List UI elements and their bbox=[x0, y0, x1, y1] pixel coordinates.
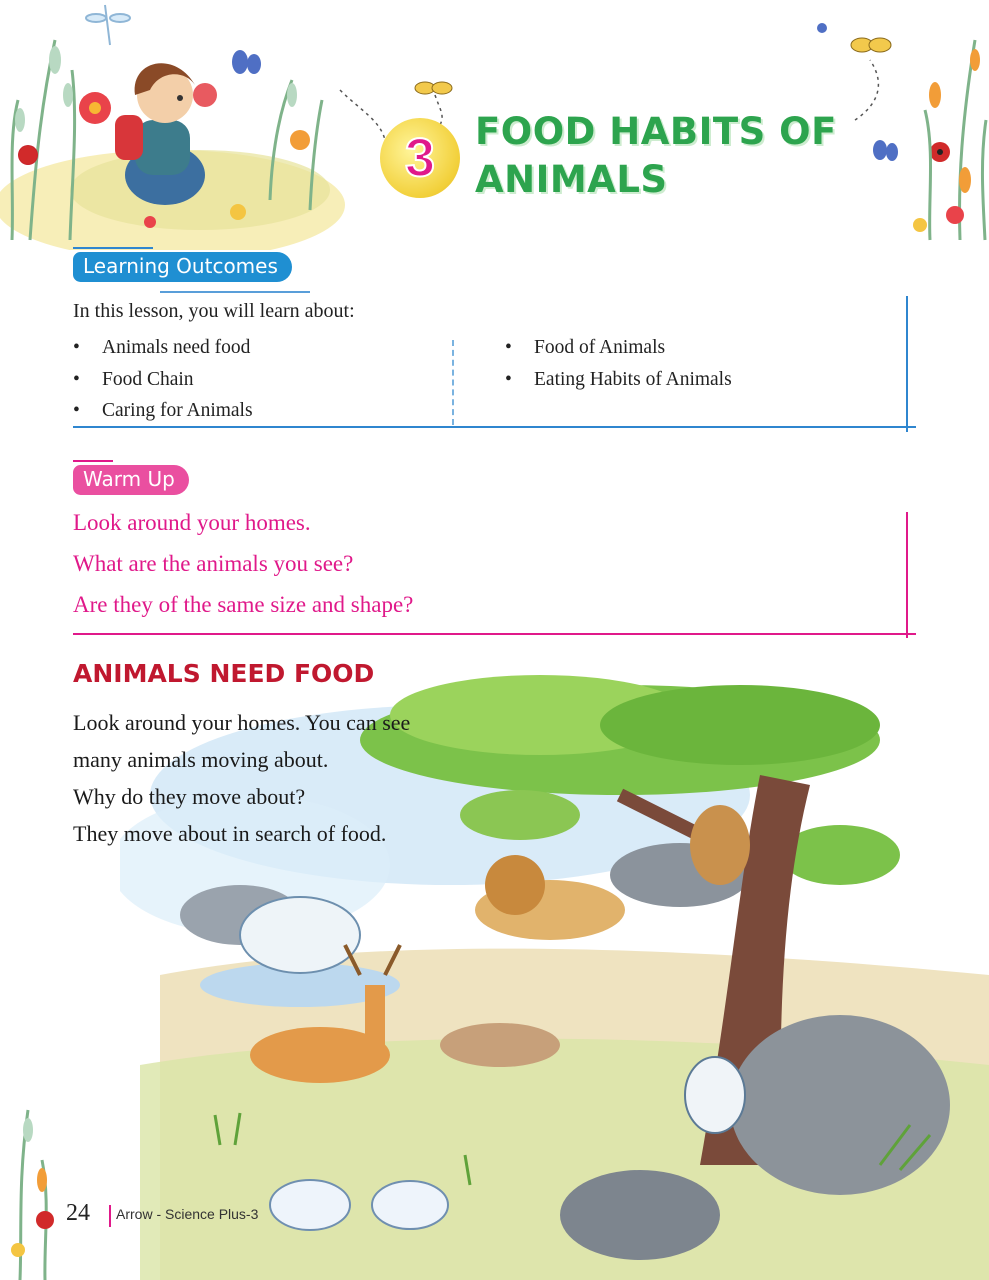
learning-outcomes-top-rule bbox=[73, 247, 153, 249]
section-paragraph bbox=[73, 704, 503, 852]
warm-up-top-rule bbox=[73, 460, 113, 462]
warm-up-question: Are they of the same size and shape? bbox=[73, 592, 414, 617]
list-item: • Caring for Animals bbox=[73, 395, 253, 427]
warm-up-questions bbox=[73, 502, 413, 625]
list-item: • Food of Animals bbox=[505, 332, 732, 364]
book-title: Arrow - Science Plus-3 bbox=[116, 1206, 259, 1222]
warm-up-question: Look around your homes. bbox=[73, 510, 311, 535]
footer-plant-decoration bbox=[0, 1100, 70, 1280]
list-item: • Animals need food bbox=[73, 332, 253, 364]
list-item: • Food Chain bbox=[73, 364, 253, 396]
learning-outcomes-left-list bbox=[73, 332, 253, 427]
paragraph-line: Look around your homes. You can see bbox=[73, 710, 411, 735]
footer-divider bbox=[109, 1205, 111, 1227]
list-item: • Eating Habits of Animals bbox=[505, 364, 732, 396]
warm-up-question: What are the animals you see? bbox=[73, 551, 354, 576]
warm-up-bottom-rule bbox=[73, 633, 916, 635]
warm-up-label: Warm Up bbox=[73, 465, 189, 495]
learning-outcomes-label: Learning Outcomes bbox=[73, 252, 292, 282]
outcomes-column-divider bbox=[452, 340, 454, 425]
learning-outcomes-side-rule bbox=[906, 296, 908, 432]
learning-outcomes-bottom-rule bbox=[73, 426, 916, 428]
warm-up-side-rule bbox=[906, 512, 908, 638]
chapter-number-badge bbox=[380, 118, 460, 198]
paragraph-line: They move about in search of food. bbox=[73, 821, 387, 846]
chapter-number: 3 bbox=[404, 128, 436, 188]
paragraph-line: many animals moving about. bbox=[73, 747, 329, 772]
learning-outcomes-right-list bbox=[505, 332, 732, 395]
section-heading: ANIMALS NEED FOOD bbox=[73, 659, 375, 688]
paragraph-line: Why do they move about? bbox=[73, 784, 306, 809]
chapter-title bbox=[475, 108, 895, 204]
page-number: 24 bbox=[66, 1200, 90, 1226]
learning-outcomes-under-rule bbox=[160, 291, 310, 293]
chapter-title-line2: ANIMALS bbox=[475, 158, 668, 201]
learning-outcomes-intro: In this lesson, you will learn about: bbox=[73, 300, 355, 322]
chapter-title-line1: FOOD HABITS OF bbox=[475, 110, 837, 153]
